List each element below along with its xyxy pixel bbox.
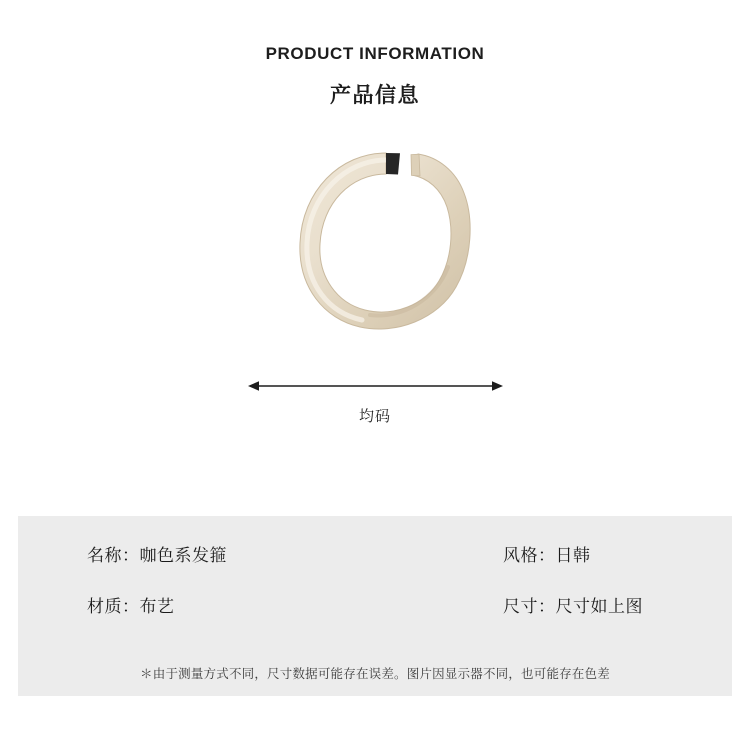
info-material: 材质：布艺 bbox=[87, 597, 175, 617]
info-name: 名称：咖色系发箍 bbox=[87, 546, 227, 565]
headband-illustration bbox=[278, 147, 493, 347]
headband-image bbox=[278, 147, 493, 347]
size-label: 均码 bbox=[358, 407, 391, 425]
info-size: 尺寸：尺寸如上图 bbox=[503, 597, 643, 617]
info-rows bbox=[18, 516, 732, 618]
page-title-cn: 产品信息 bbox=[330, 84, 420, 108]
page-title-en: PRODUCT INFORMATION bbox=[265, 44, 485, 63]
product-image-area bbox=[0, 147, 750, 425]
size-arrow bbox=[248, 379, 503, 393]
info-row bbox=[18, 546, 732, 566]
disclaimer-note: ＊由于测量方式不同，尺寸数据可能存在误差。图片因显示器不同，也可能存在色差 bbox=[140, 667, 610, 681]
header bbox=[0, 0, 750, 109]
product-info-panel bbox=[18, 516, 732, 696]
info-row bbox=[18, 597, 732, 617]
info-style: 风格：日韩 bbox=[503, 546, 591, 565]
